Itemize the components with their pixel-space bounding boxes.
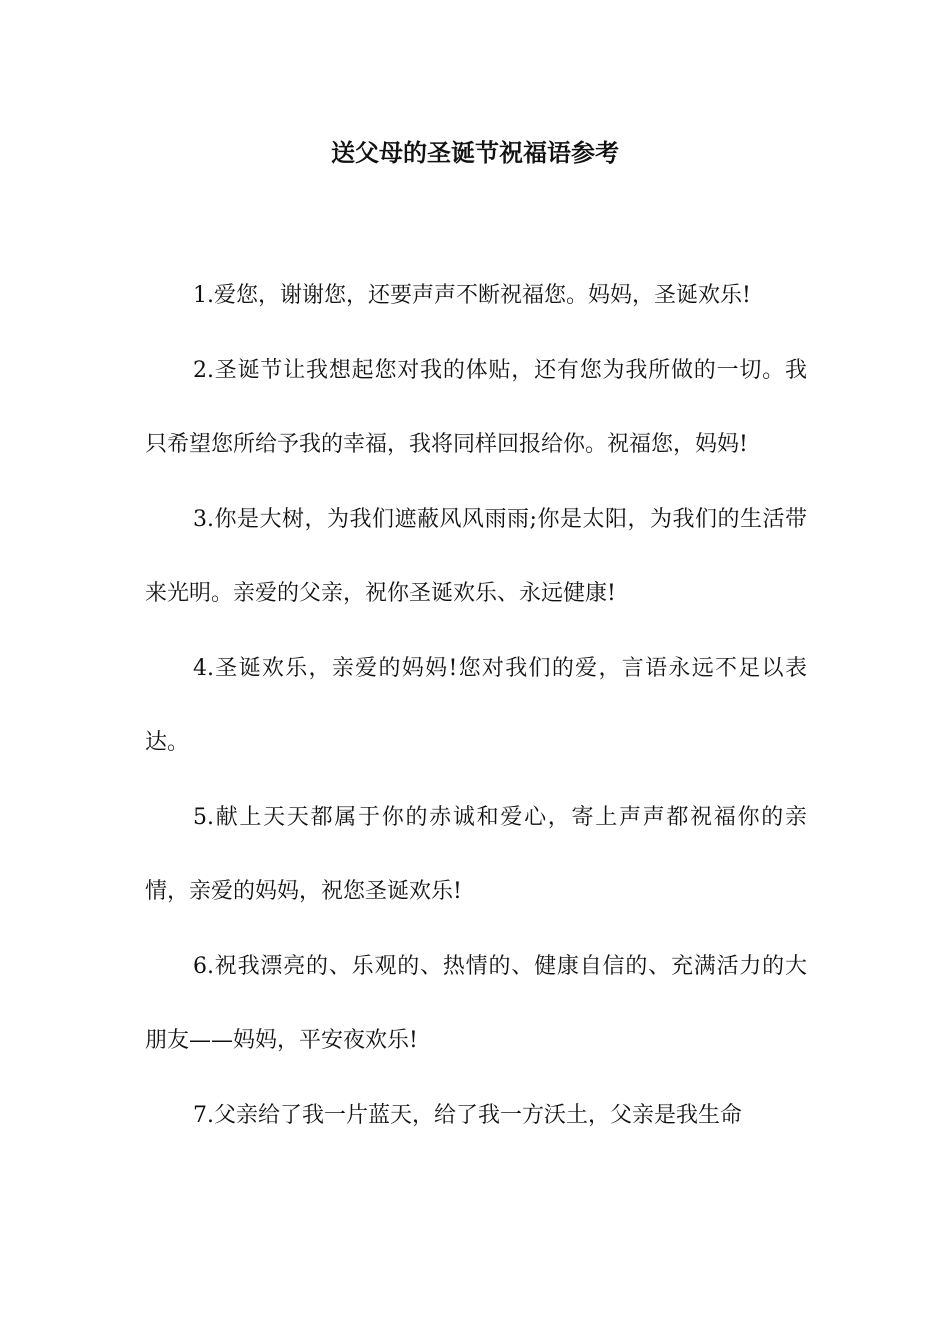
paragraph-2: 2.圣诞节让我想起您对我的体贴，还有您为我所做的一切。我只希望您所给予我的幸福，我将同样回报给你。祝福您，妈妈! bbox=[145, 357, 807, 457]
paragraph-7: 7.父亲给了我一片蓝天，给了我一方沃土，父亲是我生命 bbox=[193, 1102, 742, 1128]
paragraph-1: 1.爱您，谢谢您，还要声声不断祝福您。妈妈，圣诞欢乐! bbox=[193, 283, 751, 308]
paragraph-5: 5.献上天天都属于你的赤诚和爱心，寄上声声都祝福你的亲情，亲爱的妈妈，祝您圣诞欢乐! bbox=[145, 804, 807, 904]
document-body bbox=[145, 259, 807, 1153]
paragraph-3: 3.你是大树，为我们遮蔽风风雨雨;你是太阳，为我们的生活带来光明。亲爱的父亲，祝你圣诞欢乐、永远健康! bbox=[145, 506, 807, 606]
paragraph-6: 6.祝我漂亮的、乐观的、热情的、健康自信的、充满活力的大朋友——妈妈，平安夜欢乐! bbox=[145, 953, 807, 1053]
paragraph-4: 4.圣诞欢乐，亲爱的妈妈!您对我们的爱，言语永远不足以表达。 bbox=[145, 655, 807, 755]
document-title: 送父母的圣诞节祝福语参考 bbox=[331, 138, 619, 167]
